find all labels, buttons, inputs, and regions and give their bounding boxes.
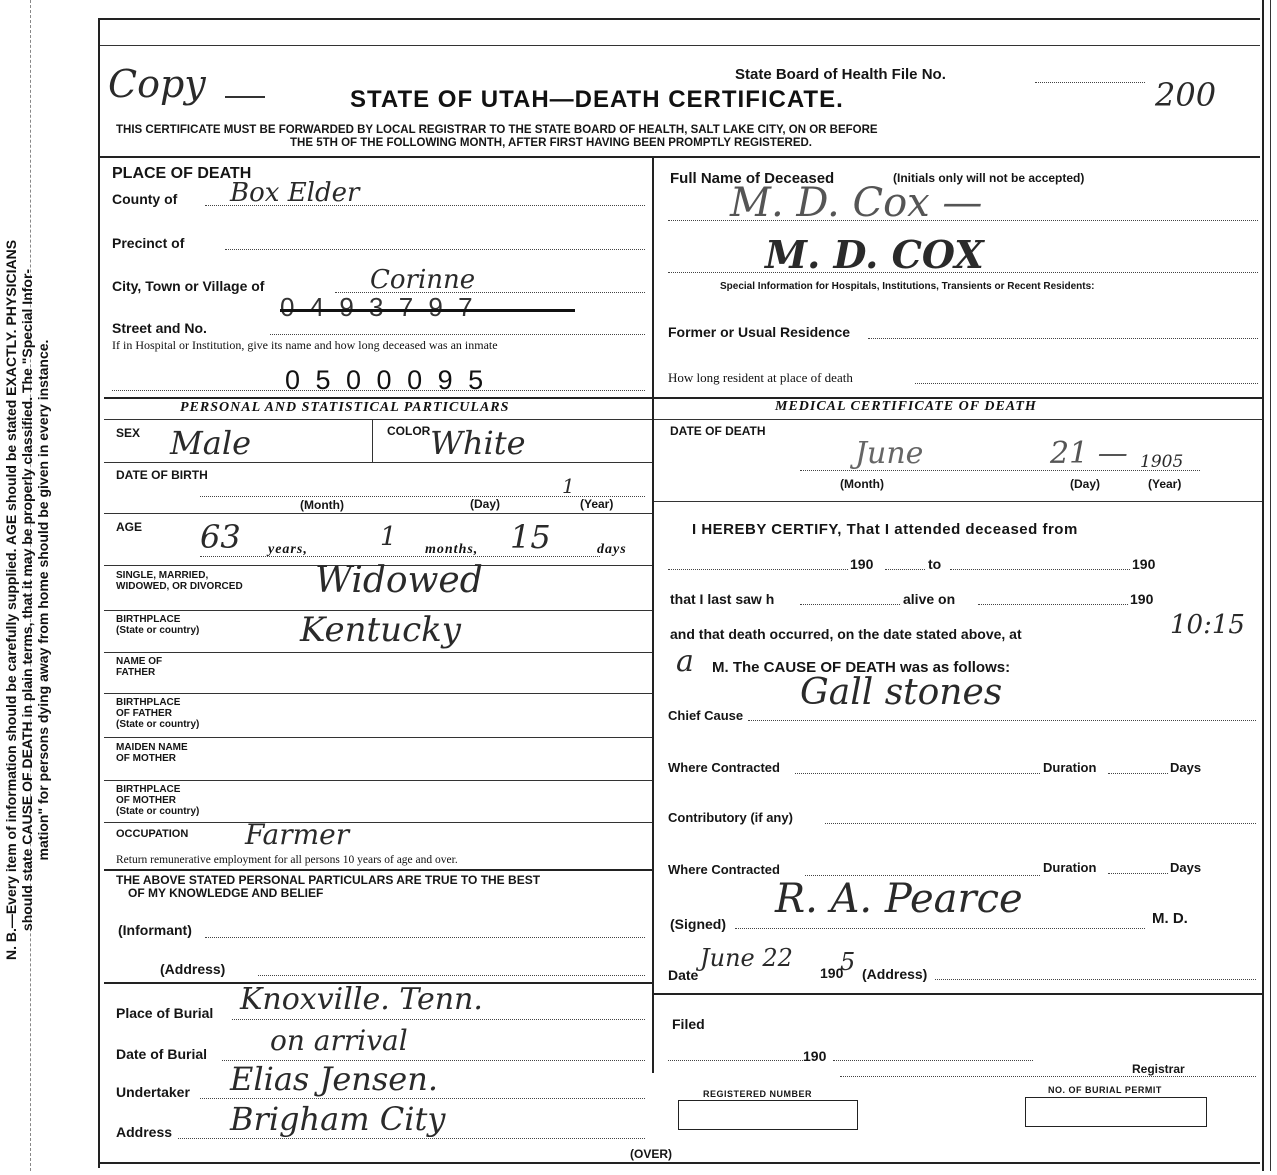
side-note-line: should state CAUSE OF DEATH in plain terms, that it may be properly classified. The "Special Infor-	[19, 268, 35, 932]
days-label: days	[597, 542, 627, 557]
address-label: (Address)	[160, 961, 226, 977]
father-label	[116, 656, 162, 678]
where-contracted-label: Where Contracted	[668, 760, 780, 775]
color-value: White	[430, 424, 526, 462]
registered-number-label: REGISTERED NUMBER	[703, 1089, 813, 1099]
father-birthplace-label-line: (State or country)	[116, 719, 200, 730]
mother-birthplace-label	[116, 784, 199, 817]
side-note-line: mation" for persons dying away from home should be given in every instance.	[35, 339, 51, 861]
md-label: M. D.	[1152, 910, 1188, 927]
county-label: County of	[112, 191, 178, 207]
birthplace-value: Kentucky	[300, 610, 461, 650]
age-years: 63	[200, 518, 241, 556]
time-value: 10:15	[1170, 610, 1245, 640]
death-month-label: (Month)	[840, 477, 884, 491]
years-label: years,	[268, 542, 308, 557]
birthplace-label-line: BIRTHPLACE	[116, 614, 181, 625]
city-value: Corinne	[370, 265, 476, 295]
death-day-value: 21 —	[1050, 436, 1128, 471]
precinct-label: Precinct of	[112, 235, 185, 251]
sex-label: SEX	[116, 426, 141, 440]
undertaker-address-label: Address	[116, 1124, 173, 1140]
date-of-death-label: DATE OF DEATH	[670, 424, 766, 438]
mother-birthplace-label-line: (State or country)	[116, 806, 200, 817]
days-label: Days	[1170, 760, 1202, 775]
burial-permit-label: NO. OF BURIAL PERMIT	[1048, 1085, 1162, 1095]
where-contracted-2-label: Where Contracted	[668, 862, 780, 877]
year-190-d: 190	[820, 965, 844, 981]
statement-line: OF MY KNOWLEDGE AND BELIEF	[128, 886, 324, 900]
date-year-digit: 5	[840, 948, 856, 976]
sex-value: Male	[170, 424, 252, 462]
death-month-value: June	[855, 436, 924, 471]
father-birthplace-label-line: BIRTHPLACE	[116, 697, 181, 708]
duration-2-label: Duration	[1043, 860, 1097, 875]
age-days: 15	[510, 518, 551, 556]
full-name-label: Full Name of Deceased	[670, 170, 835, 187]
burial-date-value: on arrival	[270, 1024, 408, 1057]
occupation-note: Return remunerative employment for all persons 10 years of age and over.	[116, 854, 458, 866]
chief-cause-label: Chief Cause	[668, 708, 744, 723]
marital-label	[116, 570, 243, 592]
mother-label	[116, 742, 188, 764]
page-title: STATE OF UTAH—DEATH CERTIFICATE.	[350, 86, 844, 113]
year-190-a: 190	[850, 556, 874, 572]
resident-label: How long resident at place of death	[668, 370, 853, 385]
burial-place-value: Knoxville. Tenn.	[240, 982, 483, 1017]
burial-permit-box[interactable]	[1025, 1097, 1207, 1127]
date-label: Date	[668, 967, 699, 983]
occupation-value: Farmer	[245, 818, 350, 851]
place-of-death-label: PLACE OF DEATH	[112, 165, 252, 182]
personal-header: PERSONAL AND STATISTICAL PARTICULARS	[180, 400, 510, 415]
color-label: COLOR	[387, 424, 431, 438]
months-label: months,	[425, 542, 479, 557]
notice-line: THIS CERTIFICATE MUST BE FORWARDED BY LOCAL REGISTRAR TO THE STATE BOARD OF HEALTH, SALT LAKE CITY, ON OR BEFORE	[116, 124, 878, 136]
burial-place-label: Place of Burial	[116, 1005, 214, 1021]
year-190-e: 190	[803, 1048, 827, 1064]
name-printed: M. D. COX	[765, 232, 984, 277]
mother-birthplace-label-line: OF MOTHER	[116, 795, 176, 806]
chief-cause-value: Gall stones	[800, 672, 1003, 713]
full-name-note: (Initials only will not be accepted)	[893, 171, 1085, 185]
mother-birthplace-label-line: BIRTHPLACE	[116, 784, 181, 795]
undertaker-label: Undertaker	[116, 1084, 190, 1100]
death-day-label: (Day)	[1070, 477, 1101, 491]
birthplace-label-line: (State or country)	[116, 625, 200, 636]
struck-number: 0 4 9 3 7 9 7	[280, 292, 477, 322]
city-label: City, Town or Village of	[112, 278, 265, 294]
undertaker-address-value: Brigham City	[230, 1100, 446, 1138]
side-note	[3, 25, 51, 1175]
marital-label-line: WIDOWED, OR DIVORCED	[116, 581, 243, 592]
year-190-c: 190	[1130, 591, 1154, 607]
father-label-line: NAME OF	[116, 656, 163, 667]
year-190-b: 190	[1132, 556, 1156, 572]
marital-value: Widowed	[315, 560, 483, 601]
death-year-value: 1905	[1140, 452, 1184, 472]
death-occurred-label: and that death occurred, on the date stated above, at	[670, 626, 1022, 642]
registered-number-box[interactable]	[678, 1100, 858, 1130]
mother-label-line: OF MOTHER	[116, 753, 176, 764]
duration-label: Duration	[1043, 760, 1097, 775]
over-label: (OVER)	[630, 1147, 672, 1161]
date-value: June 22	[700, 944, 793, 972]
days-2-label: Days	[1170, 860, 1202, 875]
medical-header: MEDICAL CERTIFICATE OF DEATH	[775, 399, 1037, 414]
side-note-line: N. B.—Every item of information should be carefully supplied. AGE should be stated EXACTLY. PHYSICIANS	[3, 239, 19, 961]
mother-label-line: MAIDEN NAME	[116, 742, 188, 753]
registrar-label: Registrar	[1132, 1062, 1185, 1076]
dob-day-value: 1	[562, 474, 575, 498]
informant-label: (Informant)	[118, 922, 192, 938]
street-label: Street and No.	[112, 320, 207, 336]
signed-value: R. A. Pearce	[775, 876, 1023, 922]
father-birthplace-label-line: OF FATHER	[116, 708, 172, 719]
copy-mark: Copy	[108, 62, 206, 106]
certificate-number: 0 5 0 0 0 9 5	[285, 365, 488, 395]
hospital-note: If in Hospital or Institution, give its name and how long deceased was an inmate	[112, 338, 498, 352]
to-label: to	[928, 556, 942, 572]
notice-line: THE 5TH OF THE FOLLOWING MONTH, AFTER FIRST HAVING BEEN PROMPTLY REGISTERED.	[290, 137, 812, 149]
statement-line: THE ABOVE STATED PERSONAL PARTICULARS ARE TRUE TO THE BEST	[116, 873, 541, 887]
certify-text: I HEREBY CERTIFY, That I attended deceased from	[692, 521, 1078, 538]
filed-label: Filed	[672, 1016, 705, 1032]
county-value: Box Elder	[230, 178, 360, 208]
name-handwritten: M. D. Cox —	[730, 180, 983, 226]
dob-month-label: (Month)	[300, 498, 344, 512]
am-value: a	[676, 644, 694, 679]
father-birthplace-label	[116, 697, 199, 730]
right-address-label: (Address)	[862, 966, 928, 982]
contributory-label: Contributory (if any)	[668, 810, 793, 825]
marital-label-line: SINGLE, MARRIED,	[116, 570, 209, 581]
file-no-label: State Board of Health File No.	[735, 66, 946, 83]
birthplace-label	[116, 614, 199, 636]
cause-intro: M. The CAUSE OF DEATH was as follows:	[712, 659, 1011, 676]
occupation-label: OCCUPATION	[116, 828, 189, 840]
dob-year-label: (Year)	[580, 497, 614, 511]
file-no-value: 200	[1155, 76, 1217, 114]
father-label-line: FATHER	[116, 667, 156, 678]
age-months: 1	[380, 522, 397, 552]
last-saw-label: that I last saw h	[670, 591, 775, 607]
dob-day-label: (Day)	[470, 497, 501, 511]
dob-label: DATE OF BIRTH	[116, 468, 208, 482]
special-info: Special Information for Hospitals, Institutions, Transients or Recent Residents:	[720, 281, 1095, 292]
residence-label: Former or Usual Residence	[668, 324, 851, 340]
age-label: AGE	[116, 520, 143, 534]
alive-on-label: alive on	[903, 591, 956, 607]
signed-label: (Signed)	[670, 916, 726, 932]
death-year-label: (Year)	[1148, 477, 1182, 491]
undertaker-value: Elias Jensen.	[230, 1060, 439, 1098]
burial-date-label: Date of Burial	[116, 1046, 208, 1062]
